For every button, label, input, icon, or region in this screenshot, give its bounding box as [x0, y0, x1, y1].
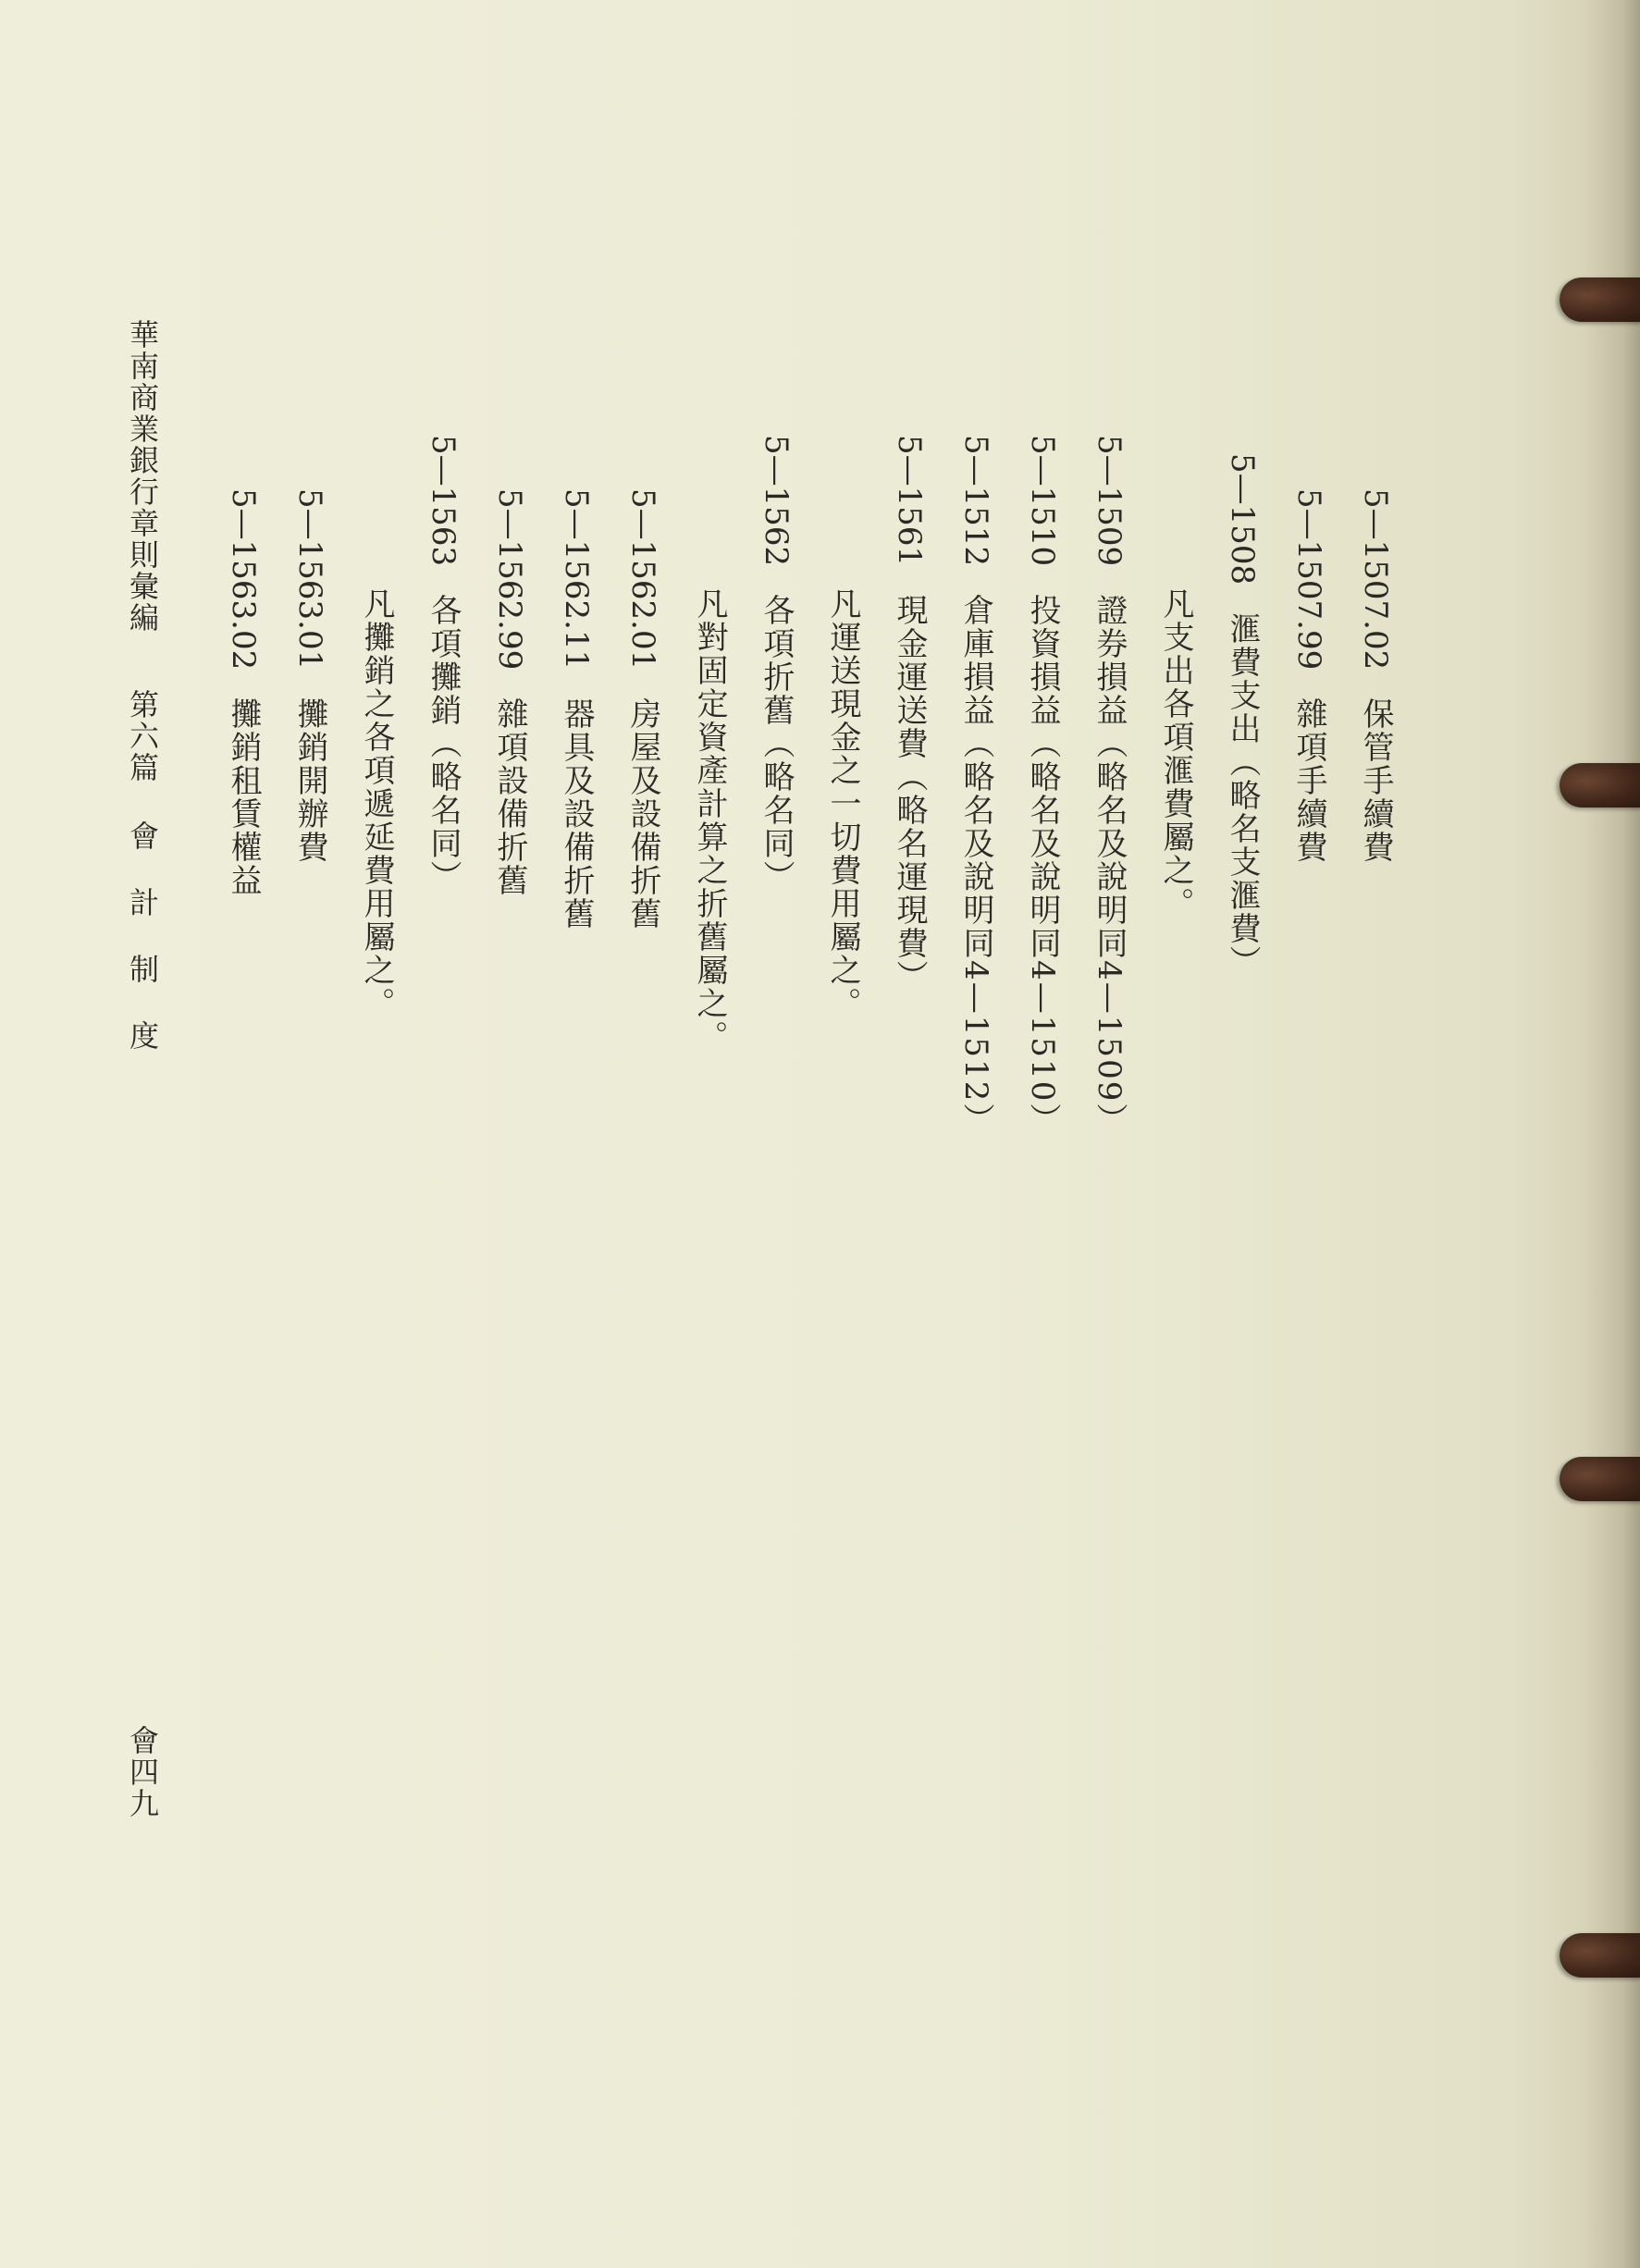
description-text: 凡對固定資產計算之折舊屬之。: [691, 587, 728, 1054]
account-label: 滙費支出（略名支滙費）: [1224, 612, 1261, 980]
entry-line: [1091, 435, 1128, 1137]
account-code: 5—1563.01: [291, 488, 328, 671]
account-code: 5—1508: [1224, 453, 1261, 585]
entry-description: [358, 587, 395, 1020]
binding-string: [1560, 277, 1640, 322]
entry-line: [624, 488, 661, 931]
entry-line: [957, 435, 994, 1137]
account-code: 5—1507.02: [1357, 488, 1394, 671]
account-code: 5—1562.01: [624, 488, 661, 671]
account-code: 5—1563: [425, 435, 462, 567]
entry-description: [691, 587, 728, 1054]
account-label: 雜項手續費: [1290, 697, 1327, 865]
page-edge-shadow: [1585, 0, 1640, 2268]
entry-line: [1357, 488, 1394, 865]
account-label: 雜項設備折舊: [491, 697, 528, 898]
publisher-title: 華南商業銀行章則彙編: [125, 319, 160, 634]
entry-line: [558, 488, 595, 931]
running-footer: [125, 319, 160, 1087]
description-text: 凡運送現金之一切費用屬之。: [824, 587, 861, 1020]
entry-line: [758, 435, 795, 894]
account-label: 投資損益（略名及說明同4—1510）: [1024, 594, 1061, 1137]
account-label: 保管手續費: [1357, 697, 1394, 865]
account-label: 攤銷開辦費: [291, 697, 328, 865]
entry-description: [824, 587, 861, 1020]
account-label: 各項折舊（略名同）: [758, 594, 795, 894]
entry-line: [1024, 435, 1061, 1137]
account-label: 證券損益（略名及說明同4—1509）: [1091, 594, 1128, 1137]
account-code: 5—1512: [957, 435, 994, 567]
entry-line: [491, 488, 528, 898]
account-code: 5—1563.02: [225, 488, 262, 671]
description-text: 凡攤銷之各項遞延費用屬之。: [358, 587, 395, 1020]
entry-line: [1290, 488, 1327, 865]
entry-description: [1157, 587, 1194, 920]
account-label: 現金運送費（略名運現費）: [891, 594, 928, 994]
account-code: 5—1509: [1091, 435, 1128, 567]
account-code: 5—1510: [1024, 435, 1061, 567]
entry-line: [891, 435, 928, 994]
entry-line: [291, 488, 328, 865]
entry-line: [225, 488, 262, 898]
account-code: 5—1562: [758, 435, 795, 567]
account-label: 房屋及設備折舊: [624, 697, 661, 931]
description-text: 凡支出各項滙費屬之。: [1157, 587, 1194, 920]
account-label: 各項攤銷（略名同）: [425, 594, 462, 894]
account-label: 倉庫損益（略名及說明同4—1512）: [957, 594, 994, 1137]
account-code: 5—1562.11: [558, 488, 595, 671]
section-title: 第六篇: [125, 689, 160, 783]
account-code: 5—1562.99: [491, 488, 528, 671]
binding-string: [1560, 1933, 1640, 1978]
account-label: 攤銷租賃權益: [225, 697, 262, 898]
account-code: 5—1507.99: [1290, 488, 1327, 671]
account-label: 器具及設備折舊: [558, 697, 595, 931]
page-number-text: 會四九: [125, 1725, 160, 1819]
entry-line: [425, 435, 462, 894]
account-code: 5—1561: [891, 435, 928, 567]
page-number: [125, 1725, 160, 1819]
entry-line: [1224, 453, 1261, 980]
chapter-title: 會計制度: [125, 820, 160, 1087]
binding-string: [1560, 763, 1640, 807]
binding-string: [1560, 1457, 1640, 1501]
